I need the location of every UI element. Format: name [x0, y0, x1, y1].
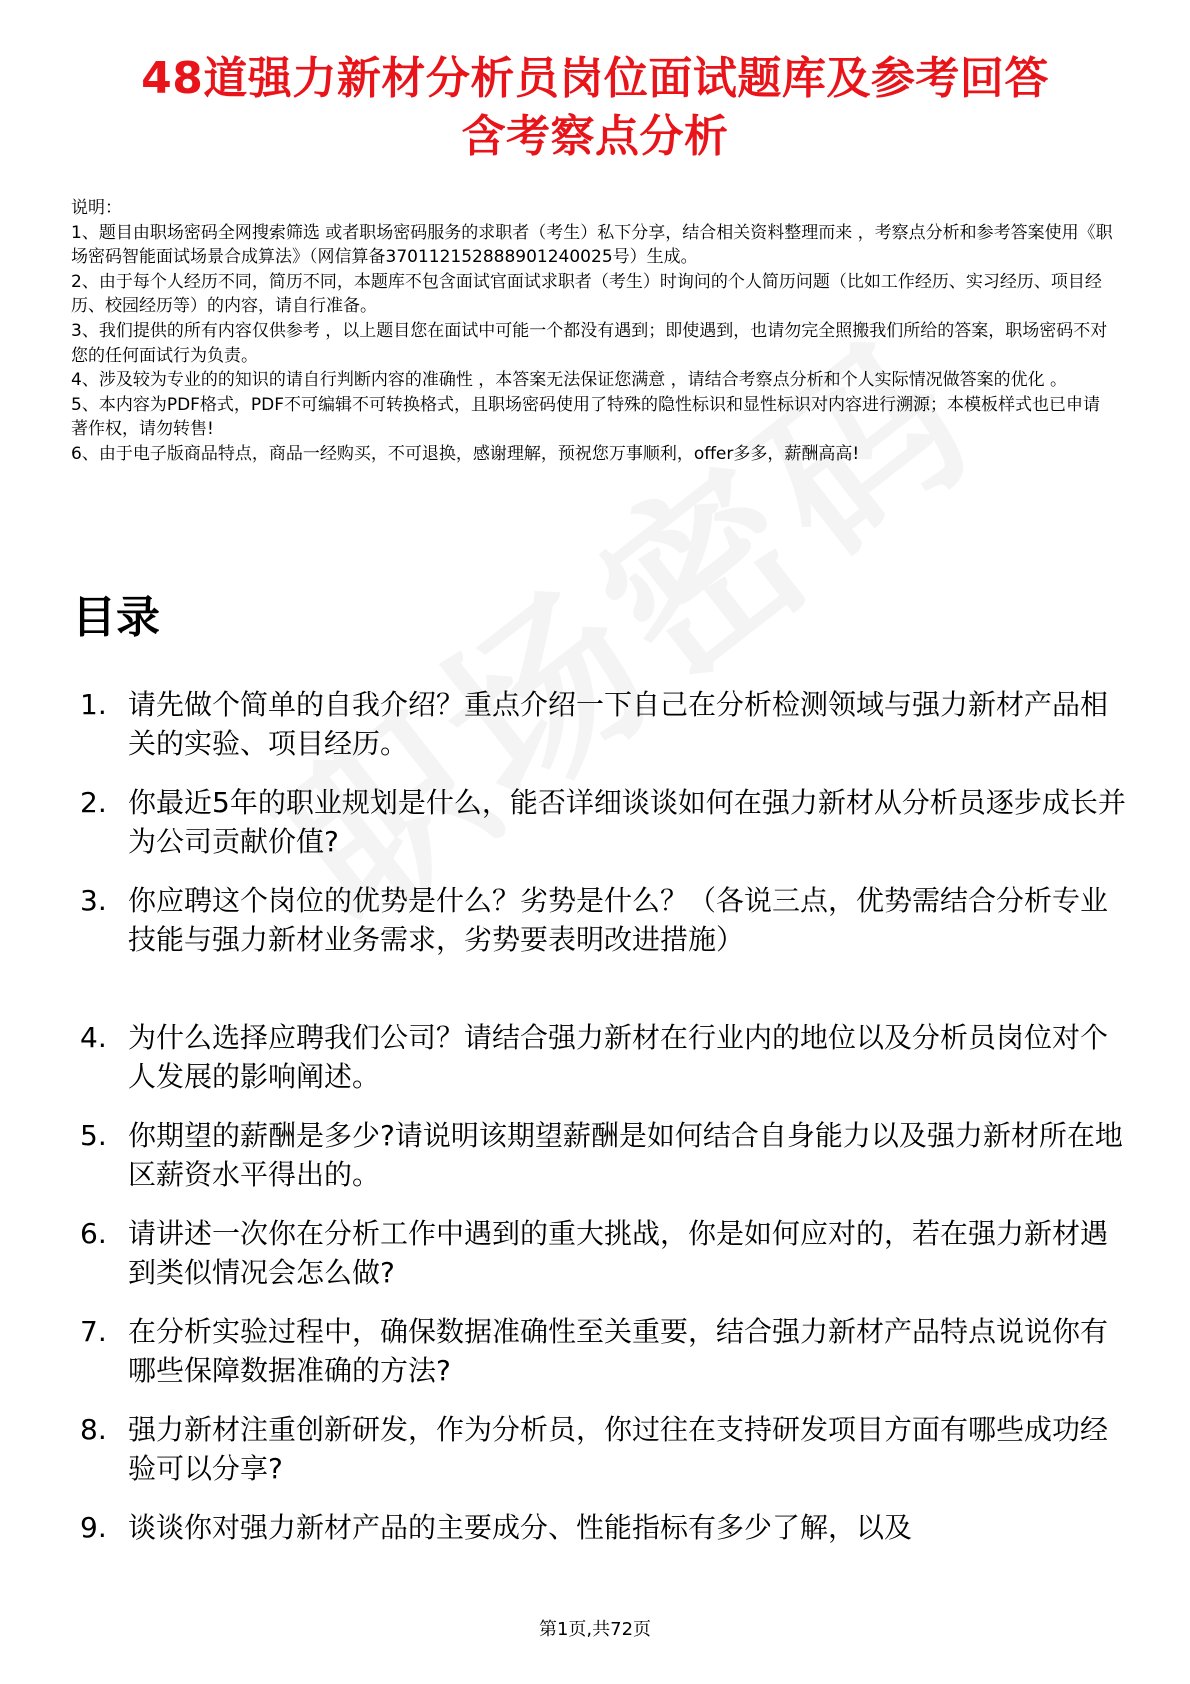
notes-item-1: 1、题目由职场密码全网搜索筛选 或者职场密码服务的求职者（考生）私下分享，结合相关资料整理而来 ，考察点分析和参考答案使用《职场密码智能面试场景合成算法》（网信算备370112152888901240025号）生成。 [71, 222, 1113, 268]
page-title [60, 50, 1130, 166]
toc-item-text: 为什么选择应聘我们公司？请结合强力新材在行业内的地位以及分析员岗位对个人发展的影响阐述。 [128, 1021, 1109, 1093]
notes-item-3: 3、我们提供的所有内容仅供参考 ，以上题目您在面试中可能一个都没有遇到；即使遇到，也请勿完全照搬我们所给的答案，职场密码不对您的任何面试行为负责。 [71, 320, 1108, 366]
page-title-line-1: 48道强力新材分析员岗位面试题库及参考回答 [141, 53, 1049, 104]
toc-item-text: 请讲述一次你在分析工作中遇到的重大挑战，你是如何应对的，若在强力新材遇到类似情况会怎么做? [128, 1217, 1109, 1289]
notes-section [71, 196, 1116, 467]
toc-item-text: 你最近5年的职业规划是什么，能否详细谈谈如何在强力新材从分析员逐步成长并为公司贡献价值? [128, 786, 1126, 858]
notes-item-2: 2、由于每个人经历不同，简历不同，本题库不包含面试官面试求职者（考生）时询问的个人简历问题（比如工作经历、实习经历、项目经历、校园经历等）的内容，请自行准备。 [71, 271, 1102, 317]
notes-item-4: 4、涉及较为专业的的知识的请自行判断内容的准确性 ，本答案无法保证您满意 ，请结合考察点分析和个人实际情况做答案的优化 。 [71, 370, 1068, 391]
toc-item-number: 1. [80, 688, 107, 721]
notes-heading: 说明： [71, 198, 122, 218]
toc-item-number: 3. [80, 884, 107, 917]
notes-item-5: 5、本内容为PDF格式，PDF不可编辑不可转换格式，且职场密码使用了特殊的隐性标识和显性标识对内容进行溯源；本模板样式也已申请著作权，请勿转售! [71, 394, 1101, 440]
notes-item-6: 6、由于电子版商品特点，商品一经购买，不可退换，感谢理解，预祝您万事顺利，offer多多，薪酬高高! [71, 443, 860, 464]
page-number: 第1页,共72页 [538, 1619, 652, 1640]
toc-item-number: 9. [80, 1511, 107, 1544]
toc-item-number: 6. [80, 1217, 107, 1250]
toc-item-text: 你应聘这个岗位的优势是什么？劣势是什么？（各说三点，优势需结合分析专业技能与强力新材业务需求，劣势要表明改进措施） [128, 884, 1109, 956]
toc-item-text: 谈谈你对强力新材产品的主要成分、性能指标有多少了解，以及 [128, 1511, 913, 1544]
page-title-line-2: 含考察点分析 [461, 111, 729, 162]
toc-item-text: 你期望的薪酬是多少?请说明该期望薪酬是如何结合自身能力以及强力新材所在地区薪资水平得出的。 [128, 1119, 1123, 1191]
toc-item-text: 在分析实验过程中，确保数据准确性至关重要，结合强力新材产品特点说说你有哪些保障数据准确的方法? [128, 1315, 1109, 1387]
toc-item-number: 2. [80, 786, 107, 819]
toc-item-number: 7. [80, 1315, 107, 1348]
toc-item-number: 4. [80, 1021, 107, 1054]
toc-item-number: 8. [80, 1413, 107, 1446]
toc-item-text: 请先做个简单的自我介绍？重点介绍一下自己在分析检测领域与强力新材产品相关的实验、项目经历。 [128, 688, 1109, 760]
toc-heading: 目录 [72, 592, 160, 643]
toc-item-text: 强力新材注重创新研发，作为分析员，你过往在支持研发项目方面有哪些成功经验可以分享? [128, 1413, 1109, 1485]
toc-item-number: 5. [80, 1119, 107, 1152]
